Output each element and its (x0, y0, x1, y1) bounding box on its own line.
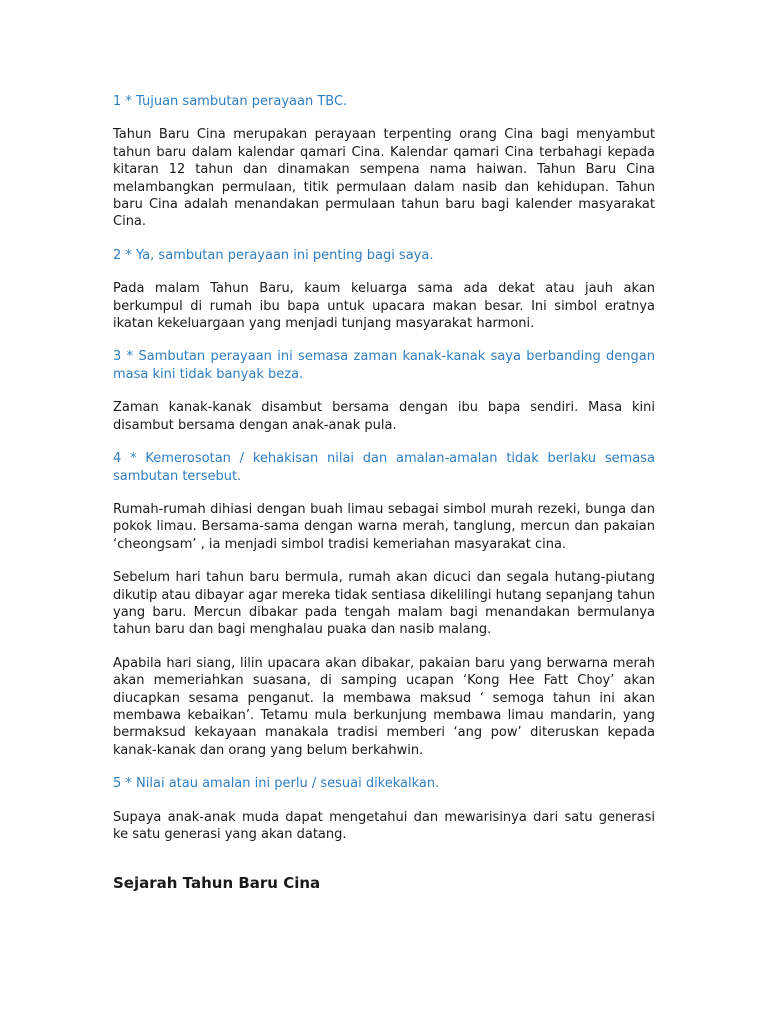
answer-4-paragraph-1: Rumah-rumah dihiasi dengan buah limau sebagai simbol murah rezeki, bunga dan pokok limau. Bersama-sama dengan warna merah, tanglung, mercun dan pakaian ‘cheongsam’ , ia menjadi simbol tradisi kemeriahan masyarakat cina. (113, 501, 655, 552)
answer-3: Zaman kanak-kanak disambut bersama dengan ibu bapa sendiri. Masa kini disambut bersama dengan anak-anak pula. (113, 400, 655, 433)
answer-2: Pada malam Tahun Baru, kaum keluarga sama ada dekat atau jauh akan berkumpul di rumah ibu bapa untuk upacara makan besar. Ini simbol eratnya ikatan kekeluargaan yang menjadi tunjang masyarakat harmoni. (113, 281, 655, 332)
answer-4-paragraph-2: Sebelum hari tahun baru bermula, rumah akan dicuci dan segala hutang-piutang dikutip atau dibayar agar mereka tidak sentiasa dikelilingi hutang sepanjang tahun yang baru. Mercun dibakar pada tengah malam bagi menandakan bermulanya tahun baru dan bagi menghalau puaka dan nasib malang. (113, 570, 655, 638)
question-5: 5 * Nilai atau amalan ini perlu / sesuai dikekalkan. (113, 776, 440, 792)
document-page (113, 93, 655, 893)
answer-4-paragraph-3: Apabila hari siang, lilin upacara akan dibakar, pakaian baru yang berwarna merah akan memeriahkan suasana, di samping ucapan ‘Kong Hee Fatt Choy’ akan diucapkan sesama penganut. Ia membawa maksud ‘ semoga tahun ini akan membawa kebaikan’. Tetamu mula berkunjung membawa limau mandarin, yang bermaksud kekayaan manakala tradisi memberi ‘ang pow’ diteruskan kepada kanak-kanak dan orang yang belum berkahwin. (113, 655, 655, 758)
answer-1: Tahun Baru Cina merupakan perayaan terpenting orang Cina bagi menyambut tahun baru dalam kalendar qamari Cina. Kalendar qamari Cina terbahagi kepada kitaran 12 tahun dan dinamakan sempena nama haiwan. Tahun Baru Cina melambangkan permulaan, titik permulaan dalam nasib dan kehidupan. Tahun baru Cina adalah menandakan permulaan tahun baru bagi kalender masyarakat Cina. (113, 127, 655, 230)
answer-5: Supaya anak-anak muda dapat mengetahui dan mewarisinya dari satu generasi ke satu generasi yang akan datang. (113, 809, 655, 842)
question-2: 2 * Ya, sambutan perayaan ini penting bagi saya. (113, 247, 434, 263)
question-3: 3 * Sambutan perayaan ini semasa zaman kanak-kanak saya berbanding dengan masa kini tidak banyak beza. (113, 349, 655, 382)
question-4: 4 * Kemerosotan / kehakisan nilai dan amalan-amalan tidak berlaku semasa sambutan tersebut. (113, 451, 655, 484)
section-heading: Sejarah Tahun Baru Cina (113, 874, 321, 893)
question-1: 1 * Tujuan sambutan perayaan TBC. (113, 94, 348, 109)
